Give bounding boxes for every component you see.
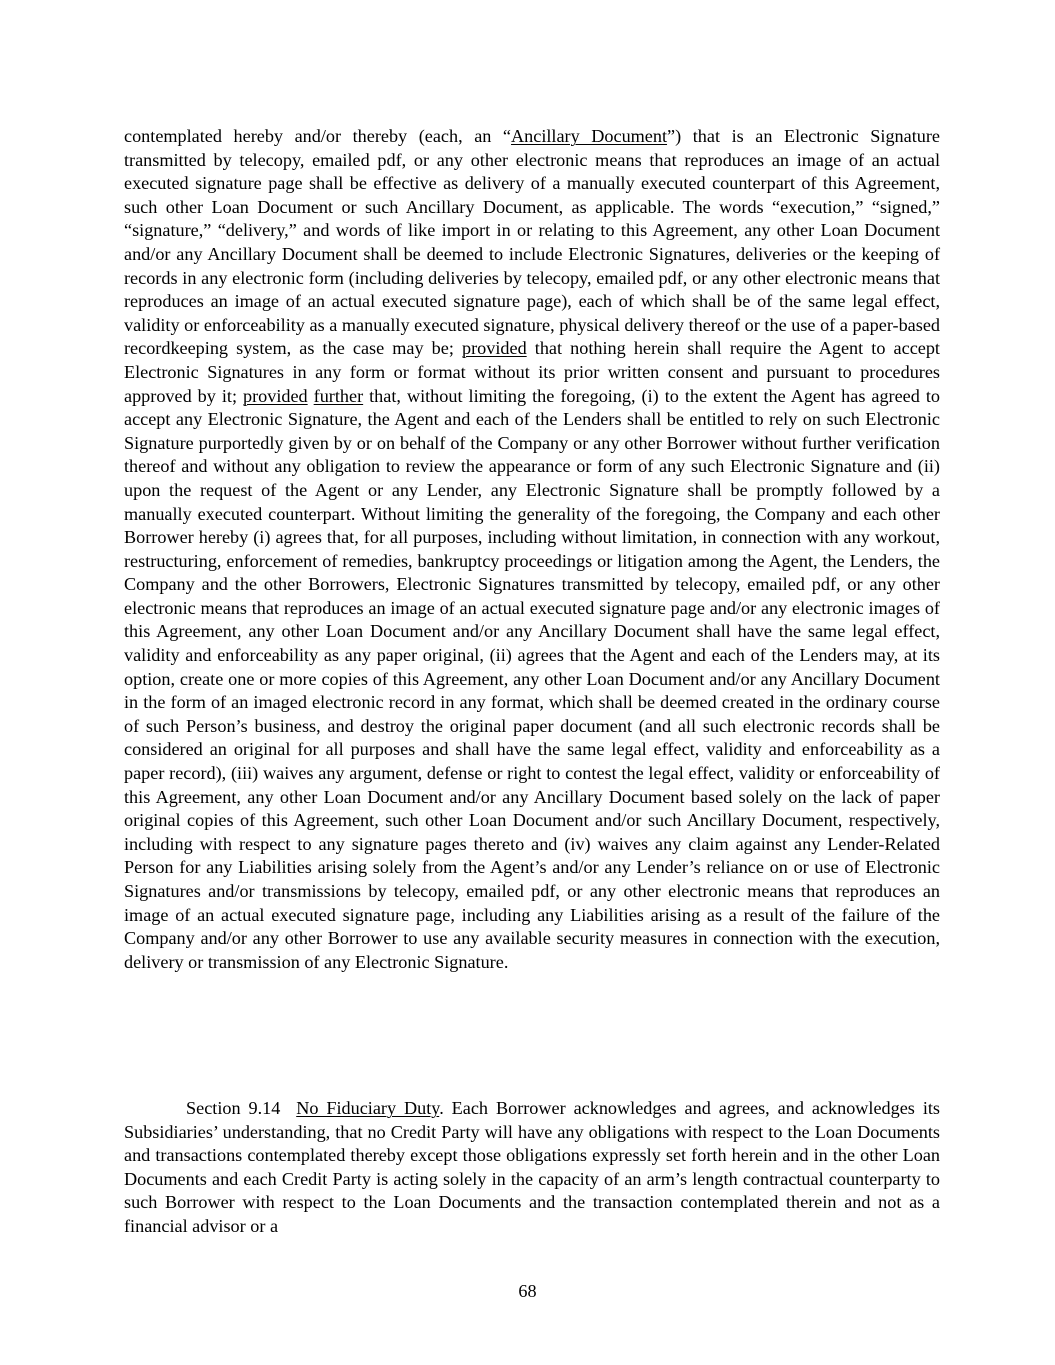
defined-term-provided: provided xyxy=(243,385,308,406)
text-run: that, without limiting the foregoing, (i) to the extent the Agent has agreed to accept any Electronic Signature, the Agent and each of the Lenders shall be entitled to rely on such Electronic Signature purportedly given by or on behalf of the Company or any other Borrower without further verification thereof and without any obligation to review the appearance or form of any such Electronic Signature and (ii) upon the request of the Agent or any Lender, any Electronic Signature shall be promptly followed by a manually executed counterpart. Without limiting the generality of the foregoing, the Company and each other Borrower hereby (i) agrees that, for all purposes, including without limitation, in connection with any workout, restructuring, enforcement of remedies, bankruptcy proceedings or litigation among the Agent, the Lenders, the Company and the other Borrowers, Electronic Signatures transmitted by telecopy, emailed pdf, or any other electronic means that reproduces an image of an actual executed signature page and/or any electronic images of this Agreement, any other Loan Document and/or any Ancillary Document shall have the same legal effect, validity and enforceability as any paper original, (ii) agrees that the Agent and each of the Lenders may, at its option, create one or more copies of this Agreement, any other Loan Document and/or any Ancillary Document in the form of an imaged electronic record in any format, which shall be deemed created in the ordinary course of such Person’s business, and destroy the original paper document (and all such electronic records shall be considered an original for all purposes and shall have the same legal effect, validity and enforceability as a paper record), (iii) waives any argument, defense or right to contest the legal effect, validity or enforceability of this Agreement, any other Loan Document and/or any Ancillary Document based solely on the lack of paper original copies of this Agreement, such other Loan Document and/or such Ancillary Document, respectively, including with respect to any signature pages thereto and (iv) waives any claim against any Lender-Related Person for any Liabilities arising solely from the Agent’s and/or any Lender’s reliance on or use of Electronic Signatures and/or transmissions by telecopy, emailed pdf, or any other electronic means that reproduces an image of an actual executed signature page, including any Liabilities arising as a result of the failure of the Company and/or any other Borrower to use any available security measures in connection with the execution, delivery or transmission of any Electronic Signature. xyxy=(124,385,940,972)
section-title: No Fiduciary Duty xyxy=(296,1098,440,1118)
text-run: . Each Borrower acknowledges and agrees, and acknowledges its Subsidiaries’ understanding, that no Credit Party will have any obligations with respect to the Loan Documents and transactions contemplated thereby except those obligations expressly set forth herein and in the other Loan Documents and each Credit Party is acting solely in the capacity of an arm’s length contractual counterparty to such Borrower with respect to the Loan Documents and the transaction contemplated therein and not as a financial advisor or a xyxy=(124,1098,940,1236)
page-number: 68 xyxy=(518,1281,537,1301)
text-run: contemplated hereby and/or thereby (each, an “ xyxy=(124,126,512,146)
paragraph-electronic-signatures xyxy=(124,125,940,974)
defined-term-provided: provided xyxy=(462,338,527,359)
defined-term-further: further xyxy=(313,385,364,406)
defined-term-ancillary-document: Ancillary Document xyxy=(511,126,668,146)
text-run: that nothing herein shall require the Agent to accept Electronic Signatures in any form or format without its prior written consent and pursuant to procedures approved by it; xyxy=(124,338,940,406)
text-run: ”) that is an Electronic Signature transmitted by telecopy, emailed pdf, or any other electronic means that reproduces an image of an actual executed signature page shall be effective as delivery of a manually executed counterpart of this Agreement, such other Loan Document or such Ancillary Document, as applicable. The words “execution,” “signed,” “signature,” “delivery,” and words of like import in or relating to this Agreement, any other Loan Document and/or any Ancillary Document shall be deemed to include Electronic Signatures, deliveries or the keeping of records in any electronic form (including deliveries by telecopy, emailed pdf, or any other electronic means that reproduces an image of an actual executed signature page), each of which shall be of the same legal effect, validity or enforceability as a manually executed signature, physical delivery thereof or the use of a paper-based recordkeeping system, as the case may be; xyxy=(124,126,940,359)
section-number: Section 9.14 xyxy=(186,1098,281,1118)
paragraph-section-9-14 xyxy=(124,1097,940,1239)
